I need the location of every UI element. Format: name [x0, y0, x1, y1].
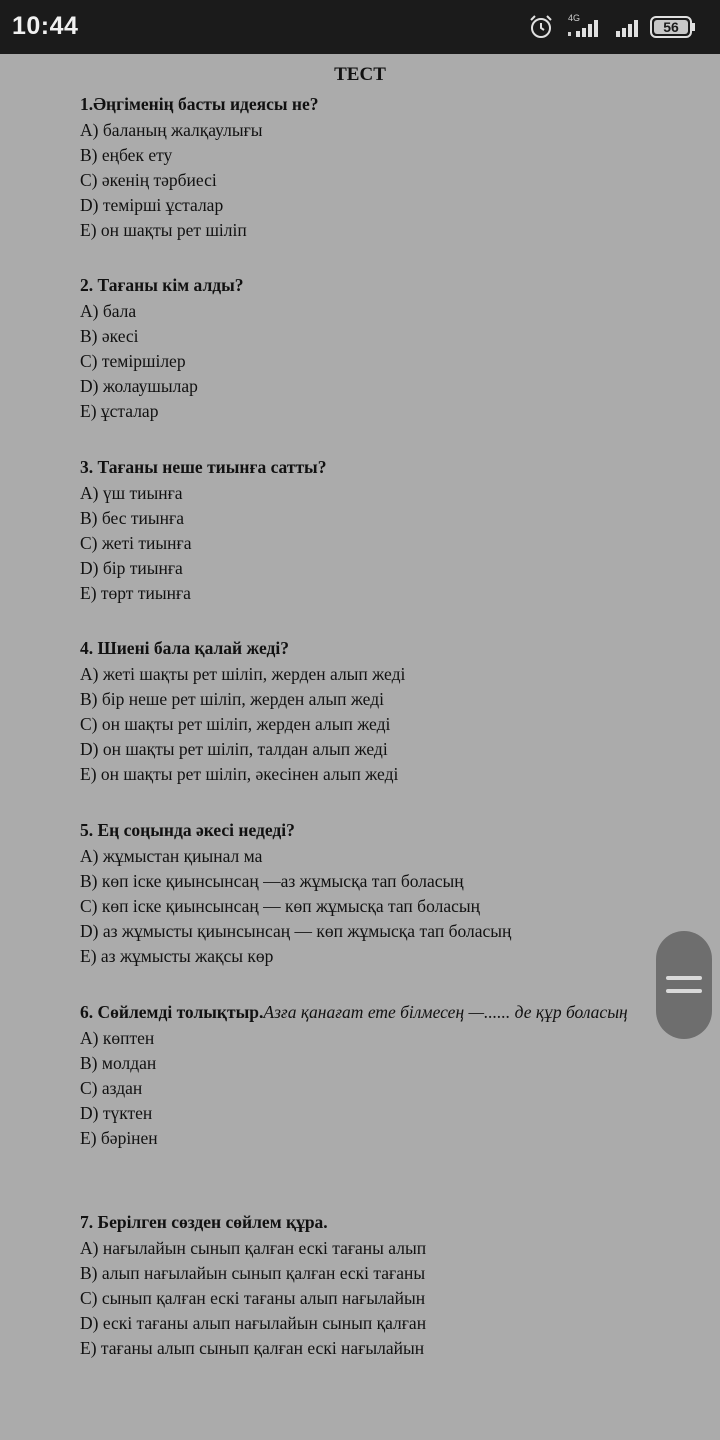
answer-option[interactable]: D) бір тиынға [80, 558, 183, 578]
battery-icon [650, 15, 698, 39]
question-title-lead: 6. Сөйлемді толықтыр. [80, 1002, 264, 1022]
question-title: 4. Шиені бала қалай жеді? [80, 638, 289, 658]
answer-option[interactable]: A) жеті шақты рет шіліп, жерден алып жеді [80, 664, 406, 684]
answer-option[interactable]: E) он шақты рет шіліп [80, 220, 247, 240]
battery-level: 56 [663, 19, 679, 35]
answer-option[interactable]: D) он шақты рет шіліп, талдан алып жеді [80, 739, 388, 759]
question-title: 7. Берілген сөзден сөйлем құра. [80, 1212, 328, 1232]
answer-option[interactable]: D) темірші ұсталар [80, 195, 224, 215]
answer-option[interactable]: A) жұмыстан қиынал ма [80, 846, 263, 866]
question-5 [80, 816, 640, 969]
document-page [0, 54, 720, 1440]
answer-option[interactable]: E) аз жұмысты жақсы көр [80, 946, 274, 966]
question-7 [80, 1208, 640, 1361]
question-1 [80, 90, 640, 243]
question-title: 1.Әңгіменің басты идеясы не? [80, 94, 319, 114]
answer-option[interactable]: D) түктен [80, 1103, 153, 1123]
network-type-label: 4G [568, 13, 581, 23]
question-4 [80, 634, 640, 787]
answer-option[interactable]: C) әкенің тәрбиесі [80, 170, 217, 190]
answer-option[interactable]: C) жеті тиынға [80, 533, 192, 553]
answer-option[interactable]: E) бәрінен [80, 1128, 158, 1148]
clock-time: 10:44 [12, 12, 79, 40]
signal-icon [568, 18, 602, 38]
answer-option[interactable]: C) теміршілер [80, 351, 186, 371]
answer-option[interactable]: B) бес тиынға [80, 508, 184, 528]
answer-option[interactable]: A) нағылайын сынып қалған ескі тағаны алып [80, 1238, 427, 1258]
answer-option[interactable]: E) төрт тиынға [80, 583, 191, 603]
answer-option[interactable]: C) көп іске қиынсынсаң — көп жұмысқа тап боласың [80, 896, 480, 916]
question-title-sentence: Азға қанағат ете білмесең —...... де құр боласың [263, 1002, 628, 1022]
answer-option[interactable]: E) он шақты рет шіліп, әкесінен алып жеді [80, 764, 399, 784]
question-3 [80, 453, 640, 606]
answer-option[interactable]: D) ескі тағаны алып нағылайын сынып қалған [80, 1313, 427, 1333]
grip-line [666, 989, 702, 993]
scroll-handle[interactable] [656, 931, 712, 1039]
answer-option[interactable]: B) алып нағылайын сынып қалған ескі тағаны [80, 1263, 426, 1283]
question-2 [80, 271, 640, 424]
alarm-icon [528, 14, 554, 40]
question-6 [80, 998, 640, 1151]
answer-option[interactable]: B) бір неше рет шіліп, жерден алып жеді [80, 689, 384, 709]
question-title: 2. Тағаны кім алды? [80, 275, 244, 295]
answer-option[interactable]: A) баланың жалқаулығы [80, 120, 263, 140]
answer-option[interactable]: B) молдан [80, 1053, 157, 1073]
answer-option[interactable]: D) аз жұмысты қиынсынсаң — көп жұмысқа тап боласың [80, 921, 512, 941]
answer-option[interactable]: D) жолаушылар [80, 376, 198, 396]
signal-icon [614, 18, 644, 38]
grip-line [666, 976, 702, 980]
answer-option[interactable]: E) тағаны алып сынып қалған ескі нағылайын [80, 1338, 425, 1358]
question-title: 3. Тағаны неше тиынға сатты? [80, 457, 327, 477]
answer-option[interactable]: C) аздан [80, 1078, 143, 1098]
status-bar [0, 0, 720, 54]
answer-option[interactable]: B) еңбек ету [80, 145, 173, 165]
document-title: ТЕСТ [334, 64, 386, 85]
answer-option[interactable]: C) сынып қалған ескі тағаны алып нағылайын [80, 1288, 426, 1308]
answer-option[interactable]: E) ұсталар [80, 401, 159, 421]
answer-option[interactable]: A) көптен [80, 1028, 155, 1048]
answer-option[interactable]: A) үш тиынға [80, 483, 183, 503]
question-title [80, 998, 640, 1026]
answer-option[interactable]: C) он шақты рет шіліп, жерден алып жеді [80, 714, 391, 734]
question-title: 5. Ең соңында әкесі недеді? [80, 820, 295, 840]
answer-option[interactable]: B) көп іске қиынсынсаң —аз жұмысқа тап боласың [80, 871, 464, 891]
answer-option[interactable]: A) бала [80, 301, 137, 321]
answer-option[interactable]: B) әкесі [80, 326, 139, 346]
